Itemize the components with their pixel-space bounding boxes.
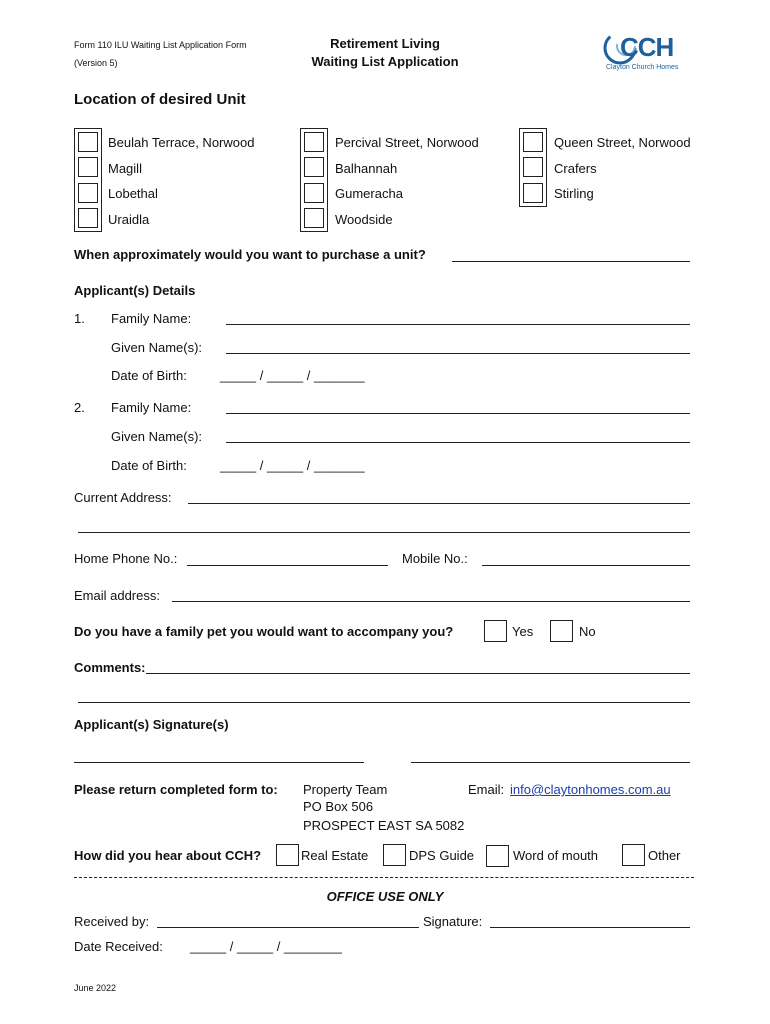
mobile-field[interactable] [482, 565, 690, 566]
applicants-heading: Applicant(s) Details [74, 283, 196, 298]
location-label: Uraidla [108, 212, 150, 227]
hear-option-label: Other [648, 848, 681, 863]
location-label: Woodside [335, 212, 393, 227]
applicant-number: 1. [74, 311, 85, 326]
location-label: Magill [108, 161, 142, 176]
address-label: Current Address: [74, 490, 172, 505]
email-label: Email address: [74, 588, 160, 603]
address-field-line1[interactable] [188, 503, 690, 504]
family-name-label: Family Name: [111, 311, 192, 326]
applicant2-given-name-field[interactable] [226, 442, 690, 443]
received-by-label: Received by: [74, 914, 150, 929]
return-address-line1: Property Team [303, 782, 388, 797]
applicant2-family-name-field[interactable] [226, 413, 690, 414]
pet-no-label: No [579, 624, 596, 639]
return-email-link[interactable]: info@claytonhomes.com.au [510, 782, 671, 797]
checkbox-uraidla[interactable] [78, 208, 98, 228]
pet-yes-checkbox[interactable] [484, 620, 507, 642]
given-name-label: Given Name(s): [111, 429, 203, 444]
form-version: (Version 5) [74, 58, 118, 68]
purchase-date-field[interactable] [452, 261, 690, 262]
office-signature-label: Signature: [423, 914, 483, 929]
home-phone-label: Home Phone No.: [74, 551, 178, 566]
checkbox-gumeracha[interactable] [304, 183, 324, 203]
checkbox-stirling[interactable] [523, 183, 543, 203]
location-heading: Location of desired Unit [74, 91, 246, 108]
comments-label: Comments: [74, 660, 146, 675]
office-signature-field[interactable] [490, 927, 690, 928]
hear-dps-guide-checkbox[interactable] [383, 844, 406, 866]
pet-no-checkbox[interactable] [550, 620, 573, 642]
checkbox-lobethal[interactable] [78, 183, 98, 203]
dob-label: Date of Birth: [111, 368, 187, 383]
date-received-field[interactable]: _____ / _____ / ________ [190, 939, 342, 954]
applicant1-dob-field[interactable]: _____ / _____ / _______ [220, 368, 365, 383]
location-label: Lobethal [108, 186, 158, 201]
hear-option-label: Real Estate [301, 848, 369, 863]
checkbox-magill[interactable] [78, 157, 98, 177]
address-field-line2[interactable] [78, 532, 690, 533]
pet-question: Do you have a family pet you would want to accompany you? [74, 624, 454, 639]
return-label: Please return completed form to: [74, 782, 278, 797]
location-label: Crafers [554, 161, 597, 176]
checkbox-beulah-terrace[interactable] [78, 132, 98, 152]
location-label: Gumeracha [335, 186, 403, 201]
hear-option-label: DPS Guide [409, 848, 475, 863]
email-field[interactable] [172, 601, 690, 602]
given-name-label: Given Name(s): [111, 340, 203, 355]
date-received-label: Date Received: [74, 939, 163, 954]
signature-field-2[interactable] [411, 762, 690, 763]
cch-logo [600, 28, 695, 76]
checkbox-queen-street[interactable] [523, 132, 543, 152]
signatures-heading: Applicant(s) Signature(s) [74, 717, 229, 732]
title-line2: Waiting List Application [311, 54, 459, 69]
location-label: Beulah Terrace, Norwood [108, 135, 255, 150]
form-name: Form 110 ILU Waiting List Application Form [74, 40, 247, 50]
dob-label: Date of Birth: [111, 458, 187, 473]
return-email-label: Email: [468, 782, 505, 797]
title-line1: Retirement Living [330, 36, 440, 51]
dashed-separator [74, 877, 694, 878]
home-phone-field[interactable] [187, 565, 388, 566]
checkbox-percival-street[interactable] [304, 132, 324, 152]
return-address-line2: PO Box 506 [303, 799, 374, 814]
comments-field-line1[interactable] [146, 673, 690, 674]
family-name-label: Family Name: [111, 400, 192, 415]
checkbox-woodside[interactable] [304, 208, 324, 228]
purchase-question: When approximately would you want to purchase a unit? [74, 247, 426, 262]
checkbox-balhannah[interactable] [304, 157, 324, 177]
location-label: Percival Street, Norwood [335, 135, 479, 150]
hear-option-label: Word of mouth [513, 848, 599, 863]
location-label: Stirling [554, 186, 594, 201]
logo-subtext: Clayton Church Homes [606, 64, 679, 71]
hear-real-estate-checkbox[interactable] [276, 844, 299, 866]
applicant2-dob-field[interactable]: _____ / _____ / _______ [220, 458, 365, 473]
checkbox-crafers[interactable] [523, 157, 543, 177]
hear-other-checkbox[interactable] [622, 844, 645, 866]
return-address-line3: PROSPECT EAST SA 5082 [303, 818, 465, 833]
location-label: Balhannah [335, 161, 398, 176]
mobile-label: Mobile No.: [402, 551, 468, 566]
office-heading: OFFICE USE ONLY [326, 889, 444, 904]
signature-field-1[interactable] [74, 762, 364, 763]
applicant1-family-name-field[interactable] [226, 324, 690, 325]
hear-word-of-mouth-checkbox[interactable] [486, 845, 509, 867]
applicant-number: 2. [74, 400, 85, 415]
hear-question: How did you hear about CCH? [74, 848, 262, 863]
received-by-field[interactable] [157, 927, 419, 928]
logo-text: CCH [620, 32, 674, 62]
applicant1-given-name-field[interactable] [226, 353, 690, 354]
footer-date: June 2022 [74, 983, 117, 993]
pet-yes-label: Yes [512, 624, 534, 639]
location-label: Queen Street, Norwood [554, 135, 691, 150]
comments-field-line2[interactable] [78, 702, 690, 703]
